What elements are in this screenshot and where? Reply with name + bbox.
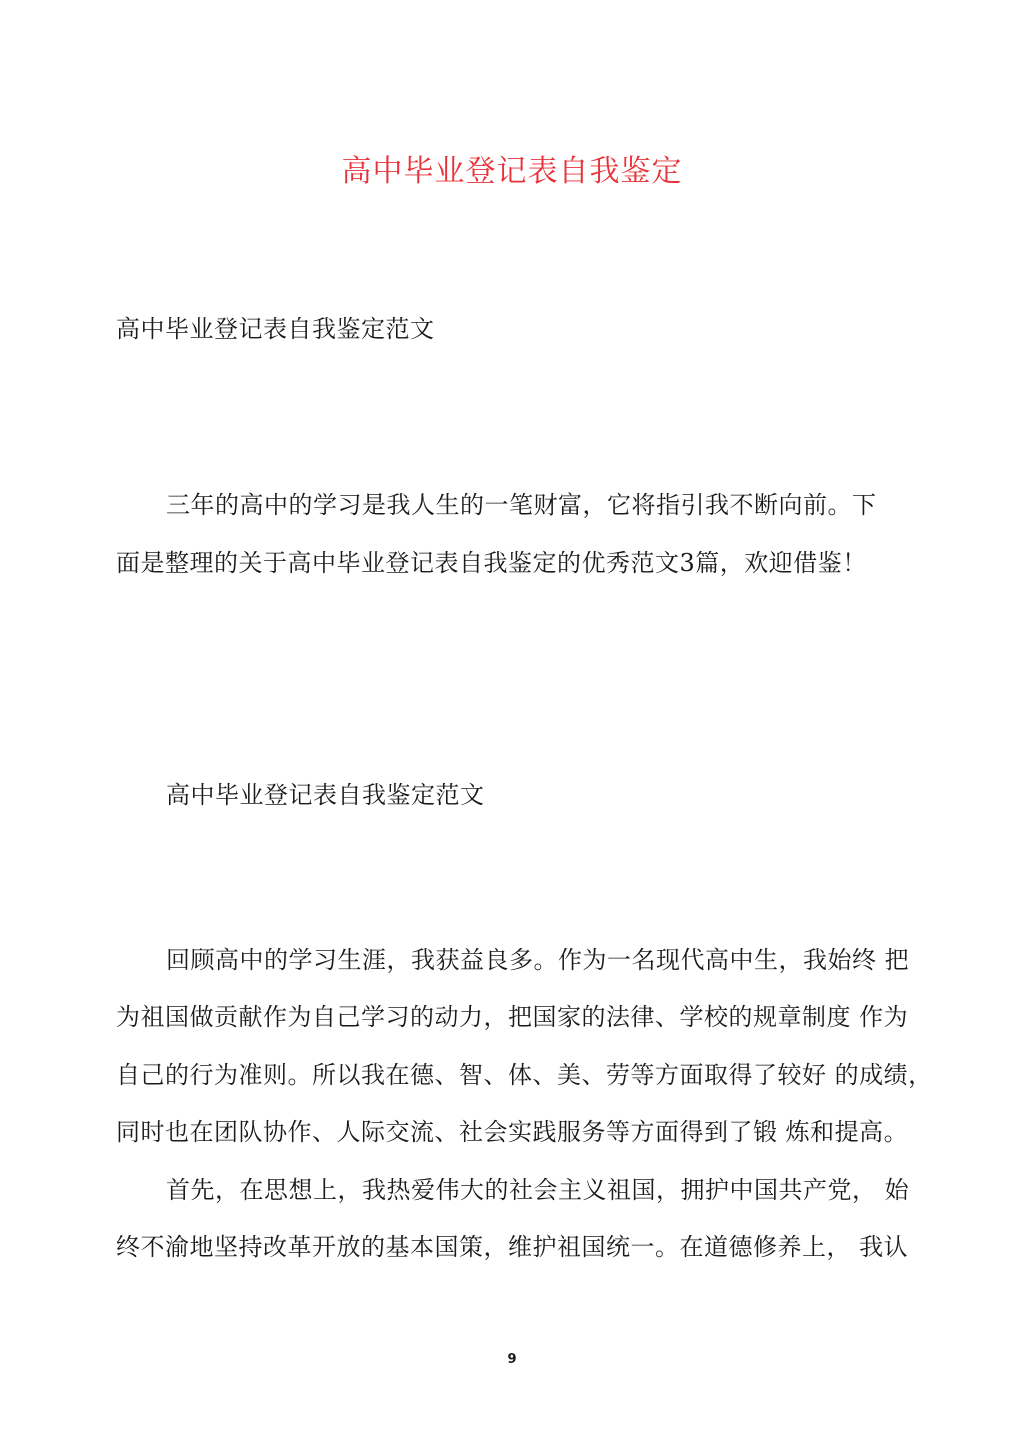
body-line-1: 回顾高中的学习生涯，我获益良多。作为一名现代高中生，我始终 把 — [166, 946, 910, 974]
body-line-4: 同时也在团队协作、人际交流、社会实践服务等方面得到了锻 炼和提高。 — [116, 1118, 909, 1146]
body-line-6: 终不渝地坚持改革开放的基本国策，维护祖国统一。在道德修养上， 我认 — [116, 1233, 909, 1261]
body-line-3: 自己的行为准则。所以我在德、智、体、美、劳等方面取得了较好 的成绩， — [116, 1061, 933, 1089]
body-line-5: 首先，在思想上，我热爱伟大的社会主义祖国，拥护中国共产党， 始 — [166, 1176, 910, 1204]
subtitle: 高中毕业登记表自我鉴定范文 — [116, 315, 435, 343]
body-line-2: 为祖国做贡献作为自己学习的动力，把国家的法律、学校的规章制度 作为 — [116, 1003, 909, 1031]
intro-line-2: 面是整理的关于高中毕业登记表自我鉴定的优秀范文3篇，欢迎借鉴！ — [116, 549, 867, 577]
section-heading: 高中毕业登记表自我鉴定范文 — [166, 781, 485, 809]
intro-line-1: 三年的高中的学习是我人生的一笔财富，它将指引我不断向前。下 — [166, 491, 877, 519]
page-number: 9 — [507, 1352, 517, 1367]
document-title: 高中毕业登记表自我鉴定 — [341, 154, 683, 189]
